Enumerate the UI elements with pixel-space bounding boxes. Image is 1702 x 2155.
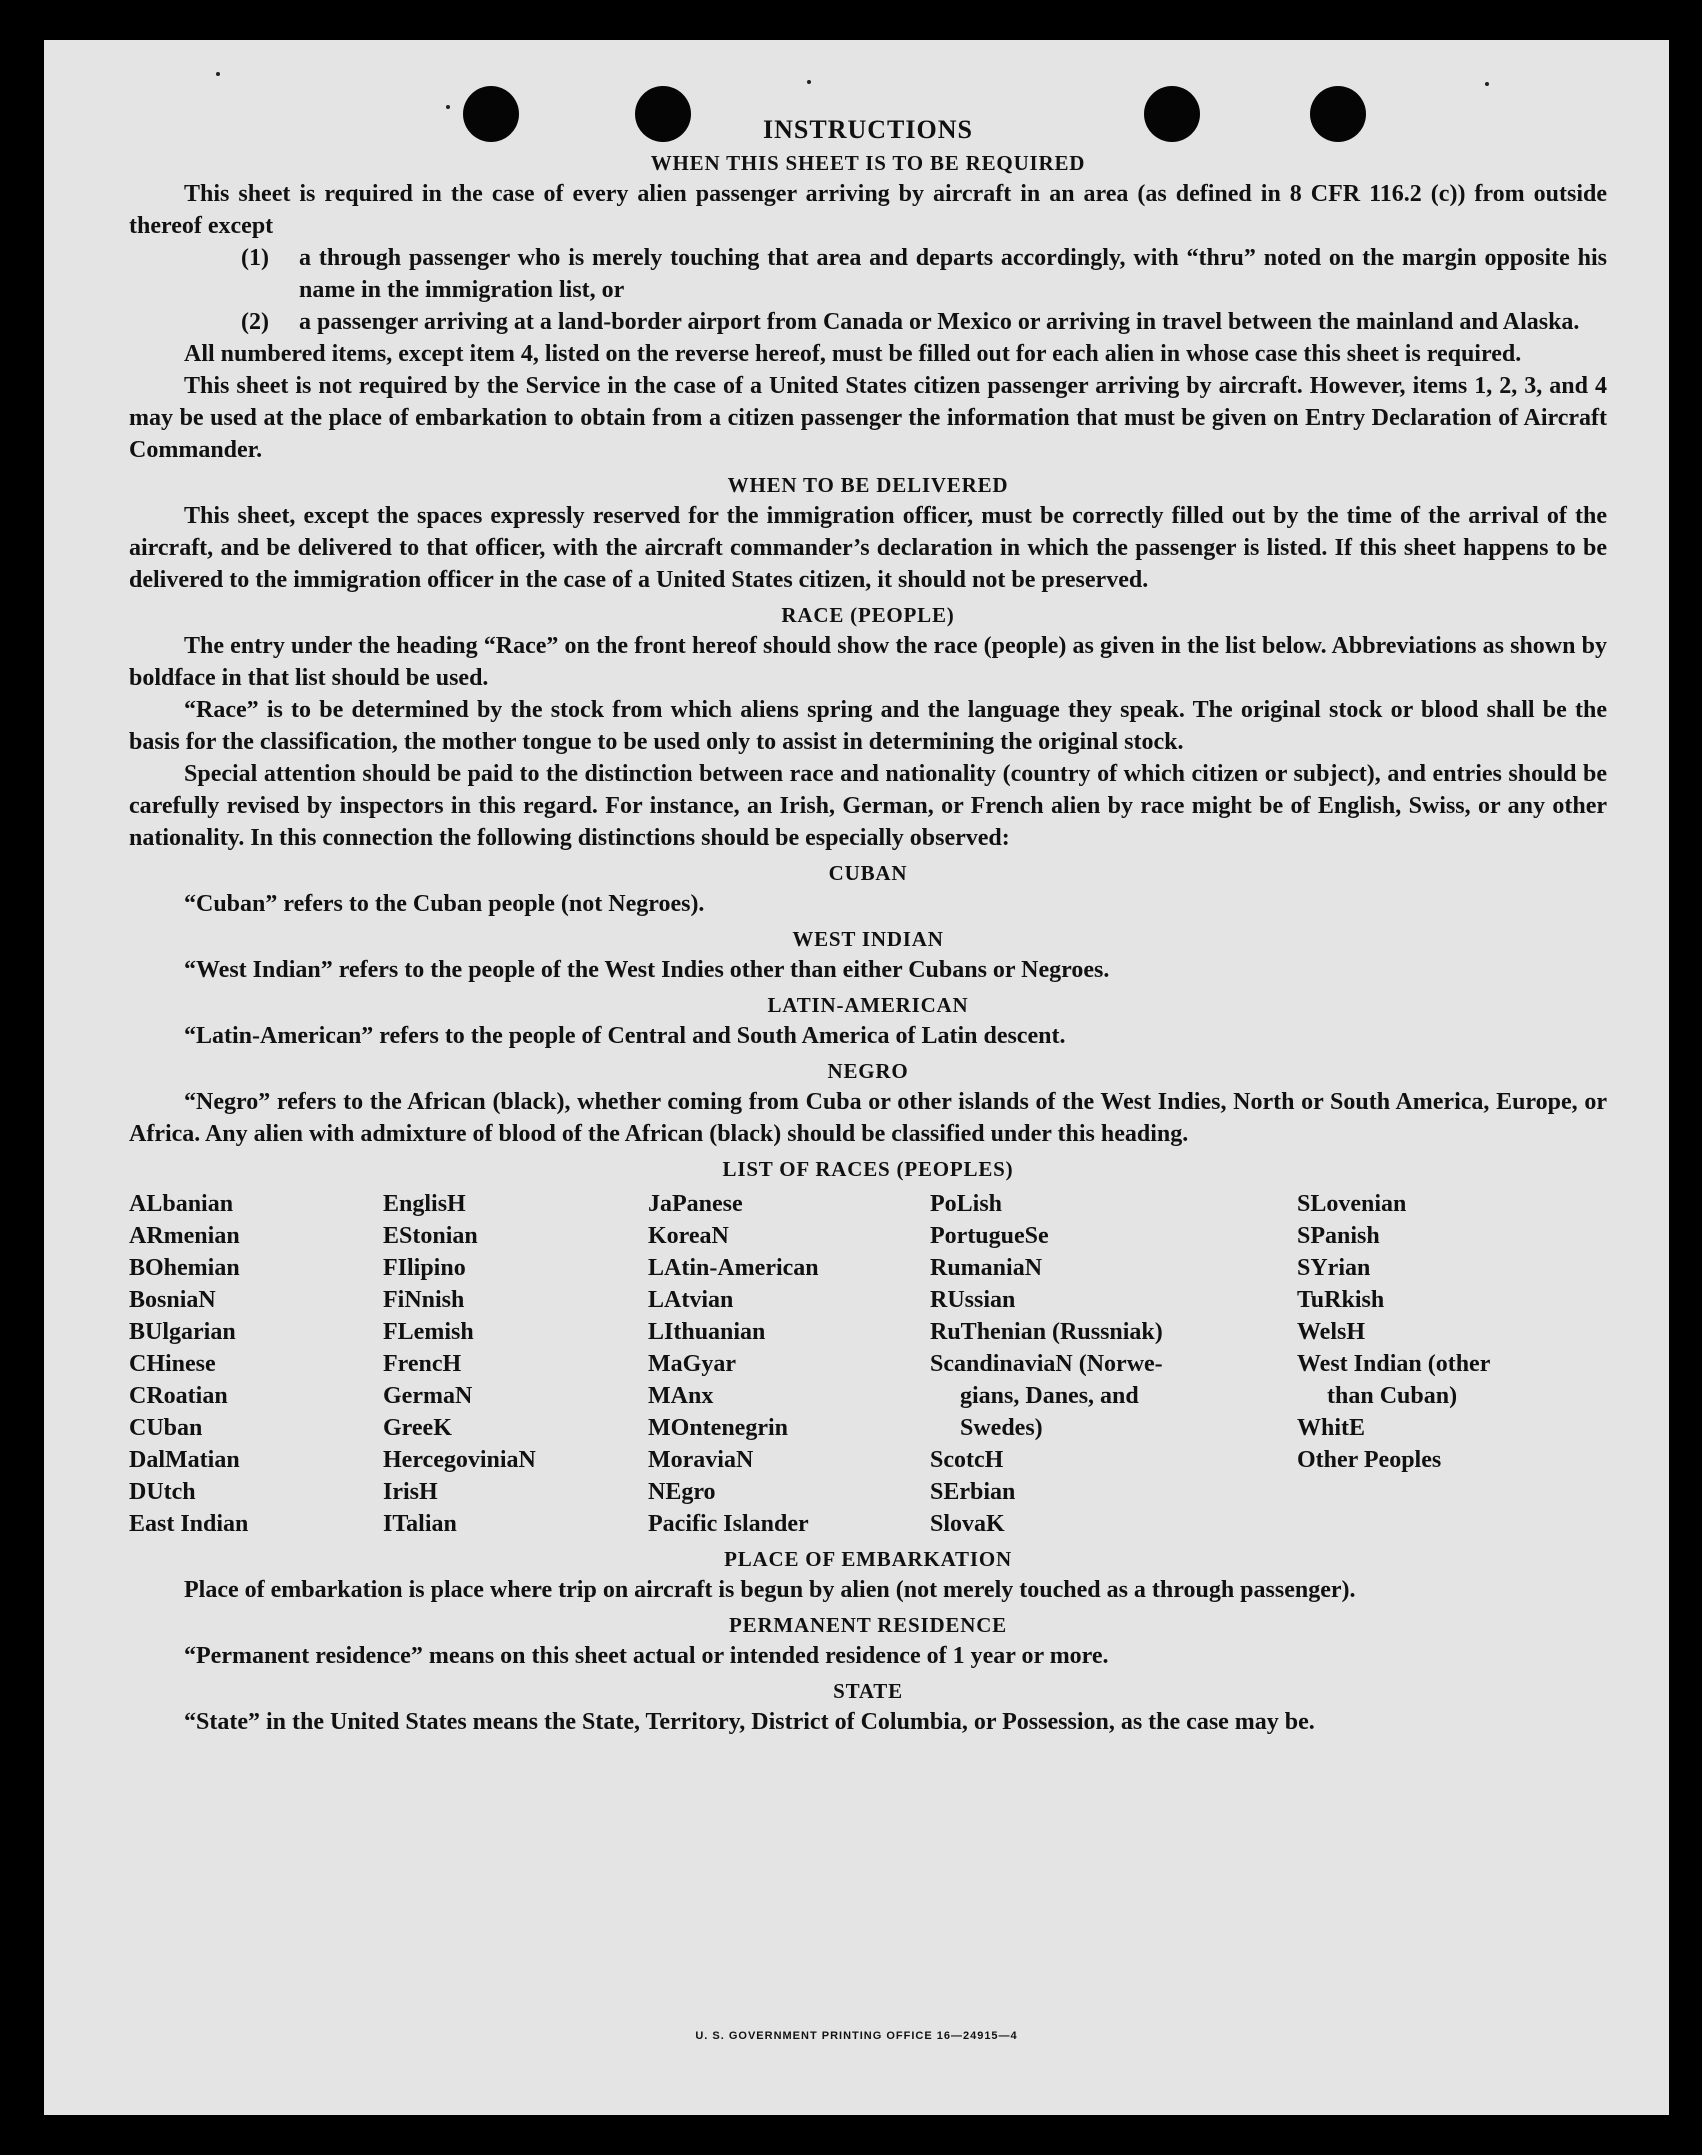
speck <box>1485 82 1489 86</box>
section-heading: WEST INDIAN <box>792 927 944 951</box>
speck <box>446 105 450 109</box>
section-heading: PLACE OF EMBARKATION <box>724 1547 1012 1571</box>
list-item <box>129 306 1607 338</box>
race-item: BosniaN <box>129 1287 216 1313</box>
paragraph: “Race” is to be determined by the stock from which aliens spring and the language they speak. The original stock or blood shall be the basis for the classification, the mother tongue to be used only to assist in determining the original stock. <box>129 697 1607 755</box>
race-item: ITalian <box>383 1511 457 1537</box>
list-item <box>129 242 1607 306</box>
race-item: ARmenian <box>129 1223 240 1249</box>
race-item: MaGyar <box>648 1351 736 1377</box>
race-item: RumaniaN <box>930 1255 1043 1281</box>
race-item: JaPanese <box>648 1191 743 1217</box>
section-heading: CUBAN <box>828 861 908 885</box>
paragraph: The entry under the heading “Race” on the front hereof should show the race (people) as given in the list below. Abbreviations as shown by boldface in that list should be used. <box>129 633 1607 691</box>
list-heading: LIST OF RACES (PEOPLES) <box>722 1157 1014 1181</box>
paragraph: “West Indian” refers to the people of the West Indies other than either Cubans or Negroes. <box>184 957 1110 983</box>
paragraph: “Permanent residence” means on this sheet actual or intended residence of 1 year or more. <box>184 1643 1109 1669</box>
paragraph: Place of embarkation is place where trip on aircraft is begun by alien (not merely touched as a through passenger). <box>184 1577 1356 1603</box>
race-item: Other Peoples <box>1297 1447 1442 1473</box>
race-item: KoreaN <box>648 1223 729 1249</box>
race-item: SErbian <box>930 1479 1016 1505</box>
item-text: a passenger arriving at a land-border airport from Canada or Mexico or arriving in travel between the mainland and Alaska. <box>299 309 1580 335</box>
paragraph: Special attention should be paid to the distinction between race and nationality (country of which citizen or subject), and entries should be carefully revised by inspectors in this regard. For instance, an Irish, German, or French alien by race might be of English, Swiss, or any other nationality. In this connection the following distinctions should be especially observed: <box>129 761 1607 851</box>
race-item: EnglisH <box>383 1191 466 1217</box>
race-item: gians, Danes, and <box>960 1383 1139 1409</box>
race-item: SYrian <box>1297 1255 1371 1281</box>
race-item: DalMatian <box>129 1447 240 1473</box>
race-list <box>129 1188 1607 1540</box>
race-item: WelsH <box>1297 1319 1366 1345</box>
race-item: IrisH <box>383 1479 438 1505</box>
paragraph: “State” in the United States means the State, Territory, District of Columbia, or Possession, as the case may be. <box>184 1709 1315 1735</box>
race-item: FIlipino <box>383 1255 466 1281</box>
race-item: ScotcH <box>930 1447 1004 1473</box>
race-column <box>648 1188 930 1540</box>
race-item: RUssian <box>930 1287 1016 1313</box>
paragraph: This sheet is required in the case of every alien passenger arriving by aircraft in an area (as defined in 8 CFR 116.2 (c)) from outside thereof except <box>129 181 1607 239</box>
document-page <box>44 40 1669 2115</box>
race-item: ALbanian <box>129 1191 234 1217</box>
race-item: WhitE <box>1297 1415 1366 1441</box>
race-item: FiNnish <box>383 1287 465 1313</box>
race-item: PoLish <box>930 1191 1003 1217</box>
item-text: a through passenger who is merely touching that area and departs accordingly, with “thru” noted on the margin opposite his name in the immigration list, or <box>299 245 1607 303</box>
race-item: West Indian (other <box>1297 1351 1491 1377</box>
paragraph: “Cuban” refers to the Cuban people (not Negroes). <box>184 891 705 917</box>
race-item: Swedes) <box>960 1415 1043 1441</box>
race-item: TuRkish <box>1297 1287 1385 1313</box>
race-column <box>930 1188 1297 1540</box>
section-heading: LATIN-AMERICAN <box>767 993 969 1017</box>
race-item: Pacific Islander <box>648 1511 809 1537</box>
section-heading: PERMANENT RESIDENCE <box>729 1613 1007 1637</box>
race-item: DUtch <box>129 1479 196 1505</box>
race-item: FLemish <box>383 1319 474 1345</box>
race-item: PortugueSe <box>930 1223 1049 1249</box>
instructions-content <box>129 112 1607 1738</box>
race-column <box>1297 1188 1607 1540</box>
race-item: ScandinaviaN (Norwe- <box>930 1351 1163 1377</box>
race-item: BUlgarian <box>129 1319 236 1345</box>
race-item: NEgro <box>648 1479 716 1505</box>
race-column <box>383 1188 648 1540</box>
race-item: MAnx <box>648 1383 714 1409</box>
printer-imprint: U. S. GOVERNMENT PRINTING OFFICE 16—24915—4 <box>695 2030 1018 2042</box>
race-column <box>129 1188 383 1540</box>
race-item: MOntenegrin <box>648 1415 788 1441</box>
section-heading: NEGRO <box>827 1059 909 1083</box>
item-number: (1) <box>241 245 269 271</box>
race-item: LAtvian <box>648 1287 734 1313</box>
paragraph: “Latin-American” refers to the people of Central and South America of Latin descent. <box>184 1023 1066 1049</box>
race-item: FrencH <box>383 1351 462 1377</box>
speck <box>216 72 220 76</box>
speck <box>807 80 811 84</box>
item-number: (2) <box>241 309 269 335</box>
race-item: GreeK <box>383 1415 452 1441</box>
paragraph: This sheet is not required by the Service in the case of a United States citizen passenger arriving by aircraft. However, items 1, 2, 3, and 4 may be used at the place of embarkation to obtain from a citizen passenger the information that must be given on Entry Declaration of Aircraft Commander. <box>129 373 1607 463</box>
section-heading: STATE <box>833 1679 903 1703</box>
race-item: East Indian <box>129 1511 249 1537</box>
section-heading: WHEN THIS SHEET IS TO BE REQUIRED <box>650 151 1086 175</box>
race-item: MoraviaN <box>648 1447 754 1473</box>
race-item: CHinese <box>129 1351 216 1377</box>
race-item: than Cuban) <box>1327 1383 1458 1409</box>
paragraph: All numbered items, except item 4, listed on the reverse hereof, must be filled out for each alien in whose case this sheet is required. <box>184 341 1522 367</box>
race-item: SPanish <box>1297 1223 1380 1249</box>
race-item: EStonian <box>383 1223 478 1249</box>
race-item: CUban <box>129 1415 203 1441</box>
page-title: INSTRUCTIONS <box>763 115 973 144</box>
race-item: SLovenian <box>1297 1191 1407 1217</box>
race-item: HercegoviniaN <box>383 1447 536 1473</box>
race-item: RuThenian (Russniak) <box>930 1319 1163 1345</box>
section-heading: WHEN TO BE DELIVERED <box>727 473 1009 497</box>
paragraph: This sheet, except the spaces expressly reserved for the immigration officer, must be correctly filled out by the time of the arrival of the aircraft, and be delivered to that officer, with the aircraft commander’s declaration in which the passenger is listed. If this sheet happens to be delivered to the immigration officer in the case of a United States citizen, it should not be preserved. <box>129 503 1607 593</box>
paragraph: “Negro” refers to the African (black), whether coming from Cuba or other islands of the West Indies, North or South America, Europe, or Africa. Any alien with admixture of blood of the African (black) should be classified under this heading. <box>129 1089 1607 1147</box>
race-item: CRoatian <box>129 1383 228 1409</box>
race-item: LIthuanian <box>648 1319 766 1345</box>
section-heading: RACE (PEOPLE) <box>781 603 955 627</box>
race-item: LAtin-American <box>648 1255 819 1281</box>
race-item: SlovaK <box>930 1511 1005 1537</box>
race-item: GermaN <box>383 1383 473 1409</box>
race-item: BOhemian <box>129 1255 240 1281</box>
